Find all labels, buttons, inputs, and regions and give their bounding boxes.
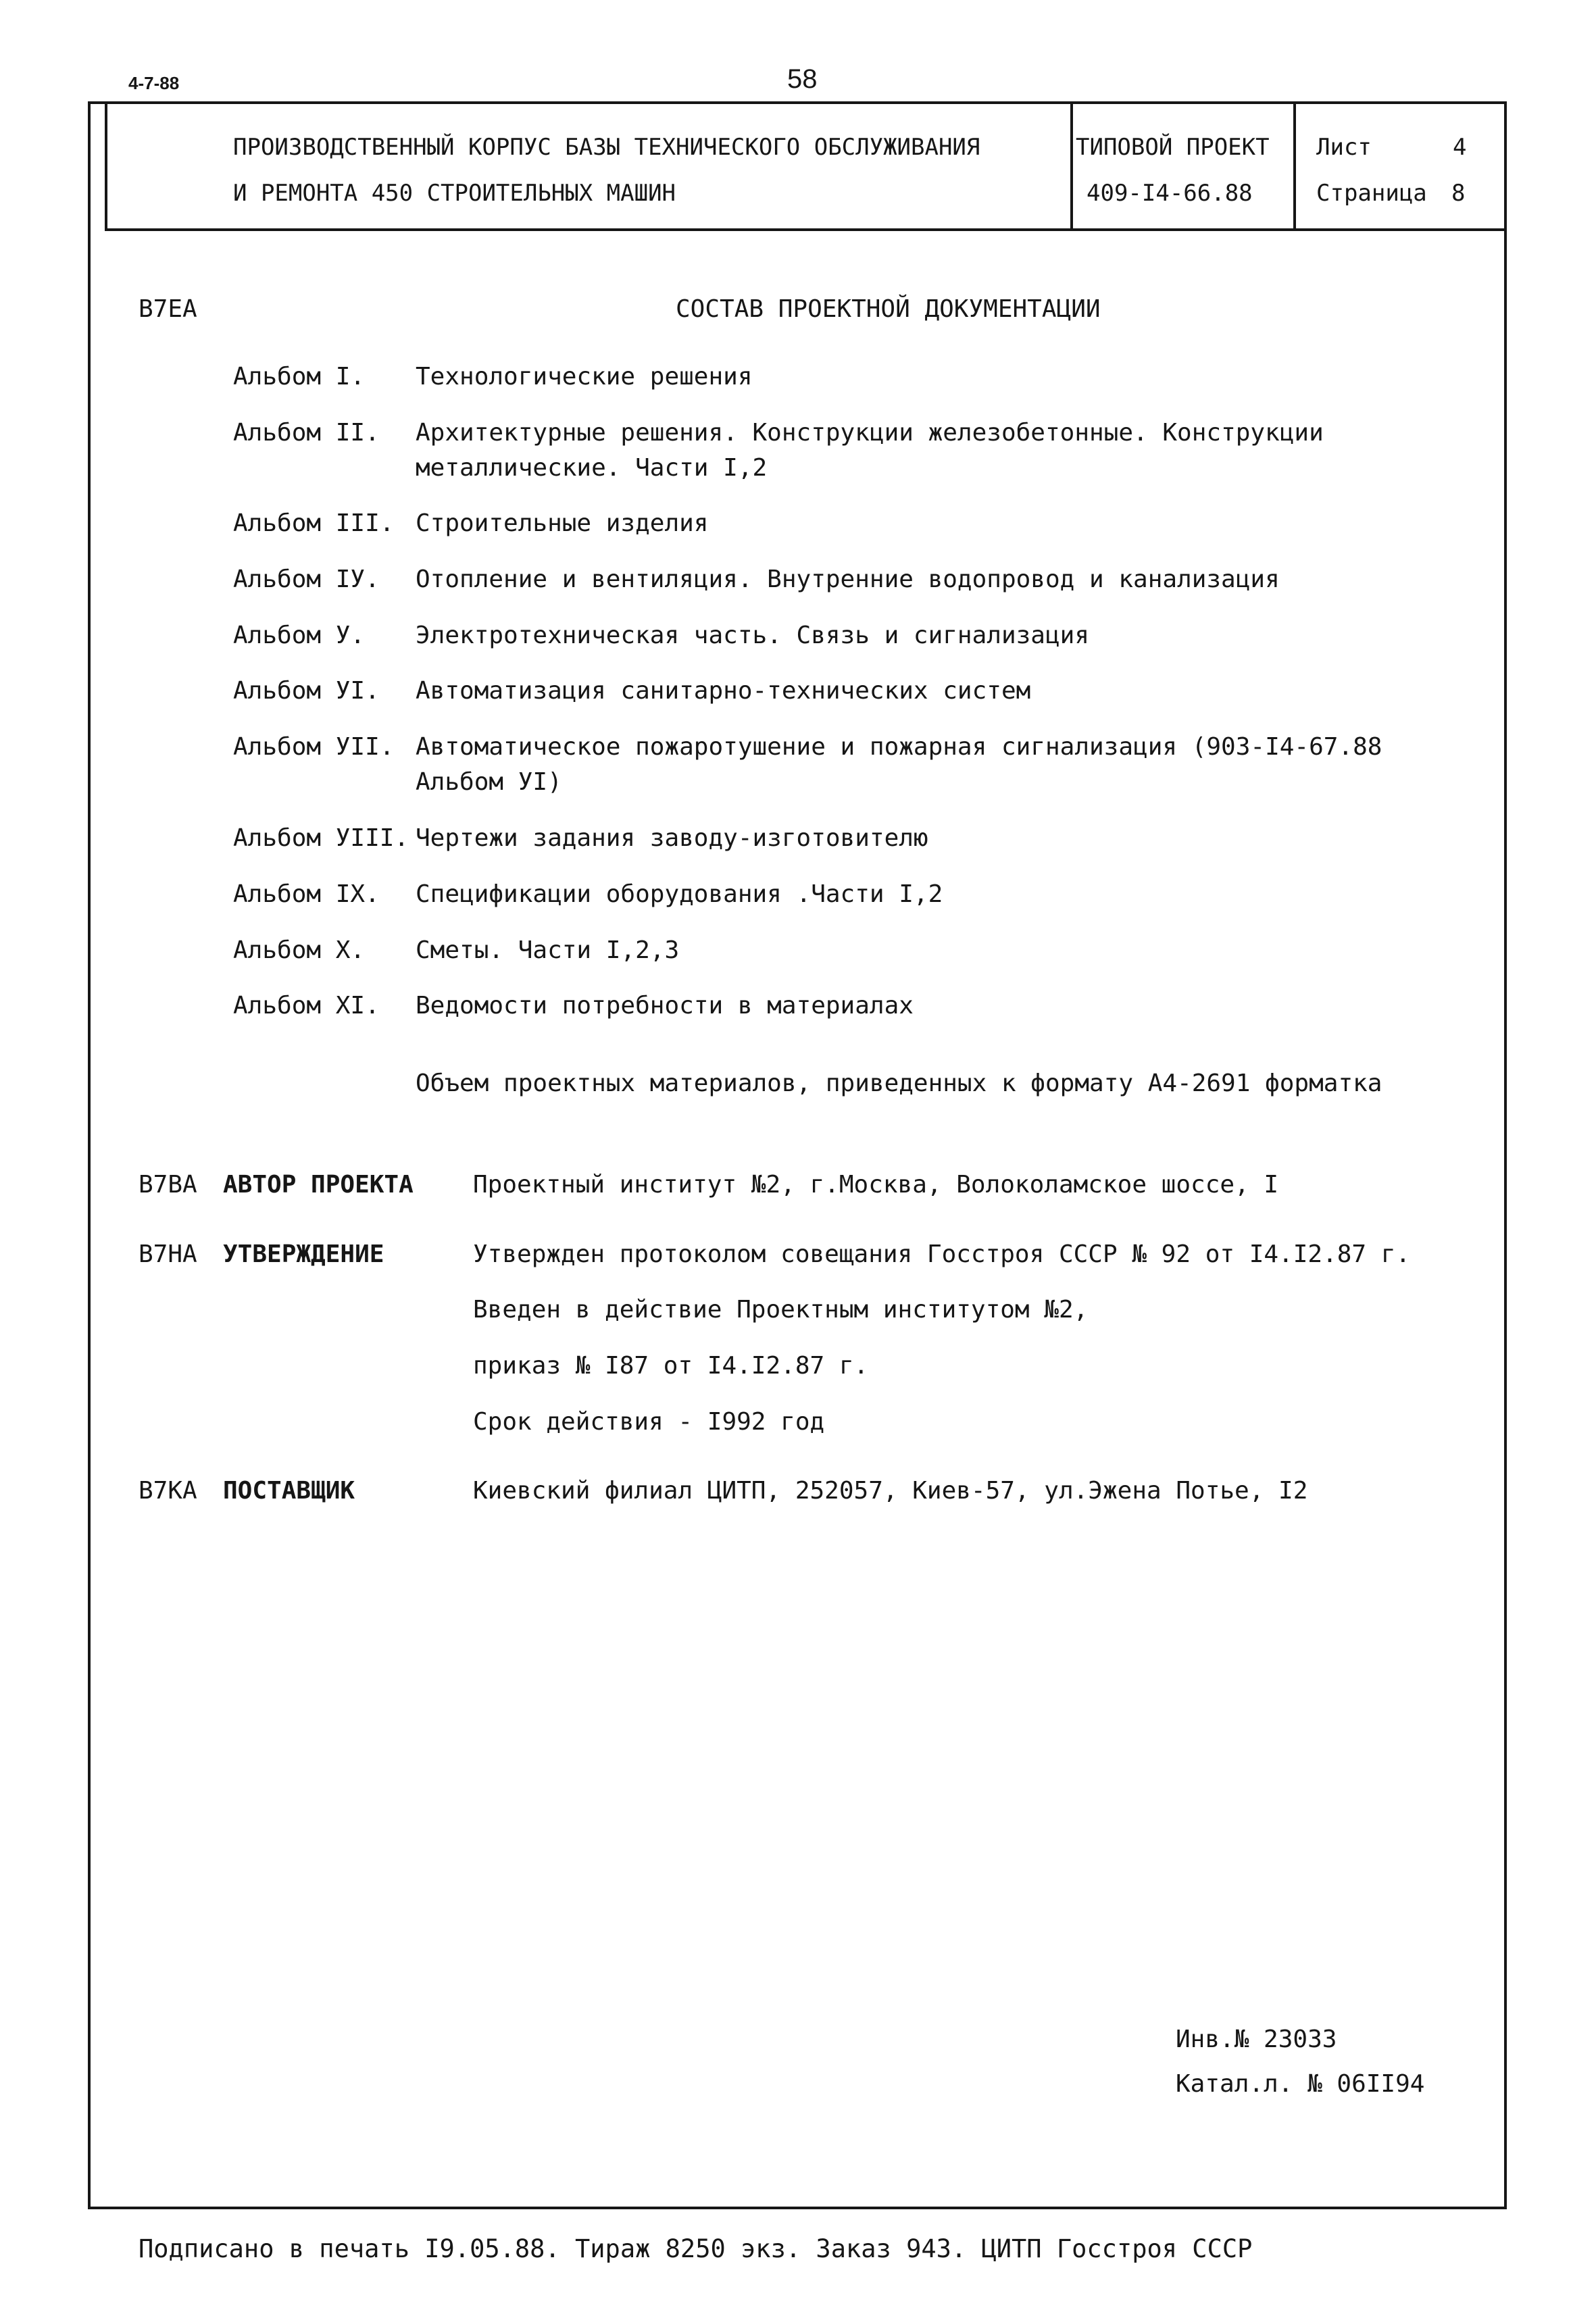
- album-text: Электротехническая часть. Связь и сигнализация: [416, 622, 1089, 649]
- catalog-number: Катал.л. № 06II94: [1176, 2070, 1425, 2098]
- supplier-label: ПОСТАВЩИК: [223, 1477, 355, 1505]
- header-title-line2: И РЕМОНТА 450 СТРОИТЕЛЬНЫХ МАШИН: [233, 180, 676, 207]
- title-block: [105, 101, 1507, 231]
- project-label: ТИПОВОЙ ПРОЕКТ: [1076, 134, 1270, 161]
- album-text: Ведомости потребности в материалах: [416, 992, 914, 1020]
- title-block-divider: [1293, 101, 1296, 231]
- inventory-number: Инв.№ 23033: [1176, 2026, 1337, 2053]
- album-label: Альбом III.: [233, 509, 395, 537]
- volume-note: Объем проектных материалов, приведенных к формату А4-2691 форматка: [416, 1070, 1382, 1097]
- title-block-divider: [1070, 101, 1073, 231]
- album-text: Чертежи задания заводу-изготовителю: [416, 824, 928, 852]
- print-footer: Подписано в печать I9.05.88. Тираж 8250 экз. Заказ 943. ЦИТП Госстроя СССР: [139, 2234, 1253, 2263]
- approval-line: Утвержден протоколом совещания Госстроя СССР № 92 от I4.I2.87 г.: [473, 1240, 1411, 1268]
- album-text: Отопление и вентиляция. Внутренние водопровод и канализация: [416, 565, 1280, 593]
- author-label: АВТОР ПРОЕКТА: [223, 1171, 414, 1199]
- section-title: СОСТАВ ПРОЕКТНОЙ ДОКУМЕНТАЦИИ: [676, 295, 1101, 323]
- approval-line: приказ № I87 от I4.I2.87 г.: [473, 1352, 869, 1380]
- album-text: Спецификации оборудования .Части I,2: [416, 880, 943, 908]
- document-code: 4-7-88: [128, 73, 180, 93]
- approval-label: УТВЕРЖДЕНИЕ: [223, 1240, 384, 1268]
- album-label: Альбом IУ.: [233, 565, 380, 593]
- album-label: Альбом XI.: [233, 992, 380, 1020]
- album-text: Архитектурные решения. Конструкции железобетонные. Конструкции: [416, 419, 1324, 447]
- album-text-continued: Альбом УI): [416, 768, 562, 796]
- sheet-label: Лист: [1316, 134, 1372, 161]
- album-label: Альбом УIII.: [233, 824, 409, 852]
- album-label: Альбом УII.: [233, 733, 395, 761]
- album-label: Альбом У.: [233, 622, 366, 649]
- album-text: Автоматическое пожаротушение и пожарная сигнализация (903-I4-67.88: [416, 733, 1382, 761]
- project-number: 409-I4-66.88: [1087, 180, 1253, 207]
- approval-line: Введен в действие Проектным институтом №2,: [473, 1296, 1089, 1324]
- page-number: 58: [787, 64, 818, 94]
- album-label: Альбом X.: [233, 936, 366, 964]
- page-value: 8: [1451, 180, 1466, 207]
- approval-line: Срок действия - I992 год: [473, 1408, 825, 1436]
- section-code: В7ЕА: [139, 295, 197, 323]
- sheet-value: 4: [1453, 134, 1467, 161]
- approval-code: В7НА: [139, 1240, 197, 1268]
- album-label: Альбом I.: [233, 363, 366, 391]
- author-text: Проектный институт №2, г.Москва, Волоколамское шоссе, I: [473, 1171, 1279, 1199]
- album-text: Технологические решения: [416, 363, 753, 391]
- supplier-code: В7КА: [139, 1477, 197, 1505]
- album-text-continued: металлические. Части I,2: [416, 454, 768, 482]
- album-label: Альбом II.: [233, 419, 380, 447]
- album-text: Сметы. Части I,2,3: [416, 936, 680, 964]
- album-label: Альбом IX.: [233, 880, 380, 908]
- author-code: В7ВА: [139, 1171, 197, 1199]
- page-frame: [88, 101, 1507, 2209]
- supplier-text: Киевский филиал ЦИТП, 252057, Киев-57, ул.Эжена Потье, I2: [473, 1477, 1308, 1505]
- album-text: Автоматизация санитарно-технических систем: [416, 677, 1031, 705]
- header-title-line1: ПРОИЗВОДСТВЕННЫЙ КОРПУС БАЗЫ ТЕХНИЧЕСКОГО ОБСЛУЖИВАНИЯ: [233, 134, 980, 161]
- album-label: Альбом УI.: [233, 677, 380, 705]
- page-label: Страница: [1316, 180, 1427, 207]
- album-text: Строительные изделия: [416, 509, 709, 537]
